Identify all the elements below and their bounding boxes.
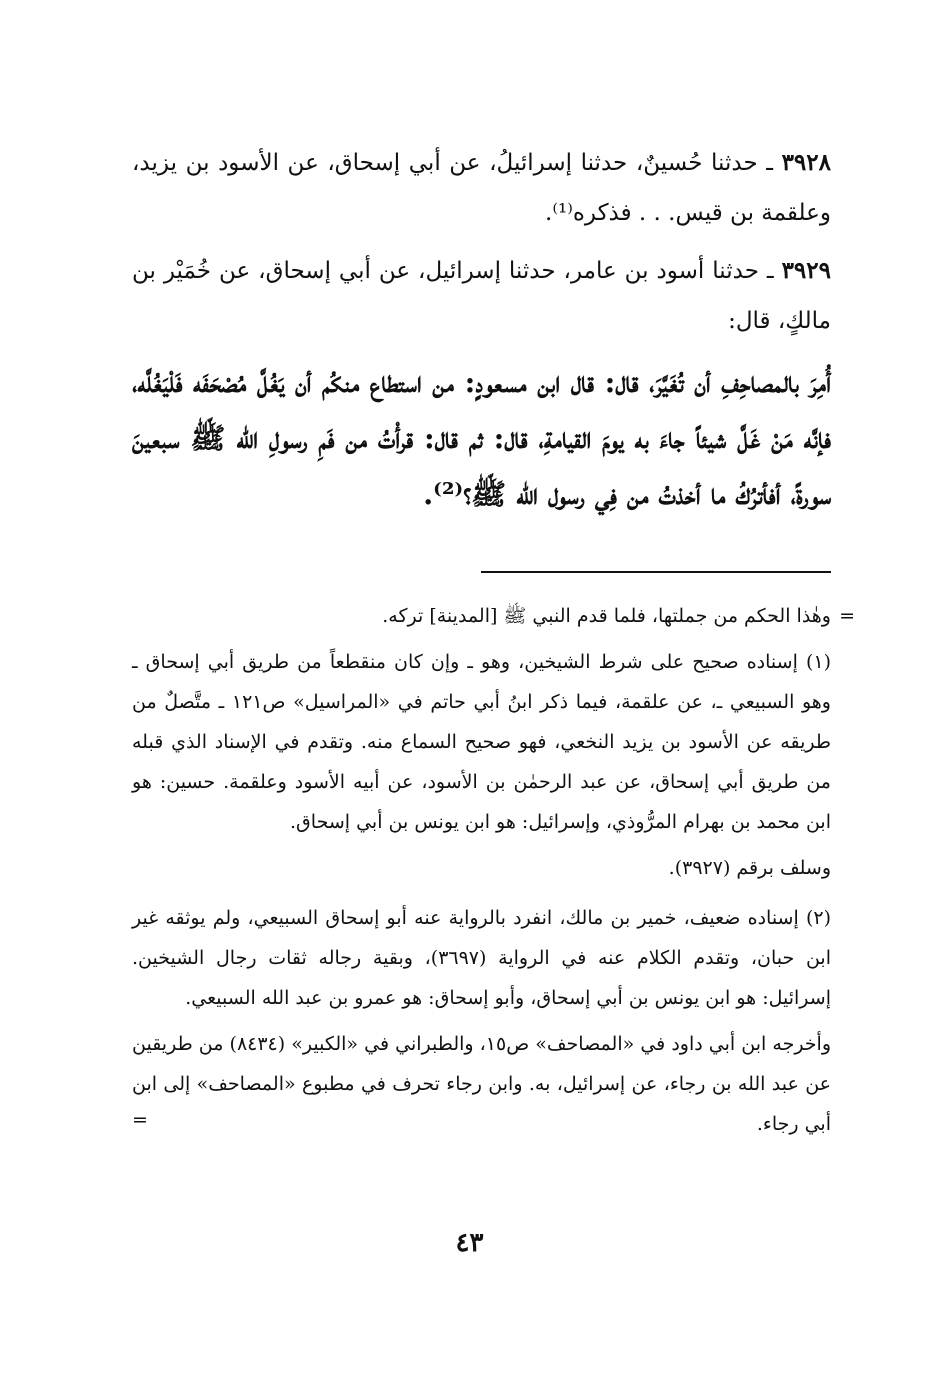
hadith-text: ـ حدثنا حُسينٌ، حدثنا إسرائيلُ، عن أبي إسحاق، عن الأسود بن يزيد، وعلقمة بن قيس. . . فذكره⁽¹⁾. [132, 150, 831, 226]
continuation-mark: = [839, 605, 855, 627]
hadith-matn: أُمِرَ بالمصاحِفِ أن تُغَيَّرَ، قال: قال ابن مسعودٍ: من استطاع منكُم أن يَغُلَّ مُصْحَفَه فَلْيَغُلَّه، فإنَّه مَنْ غَلَّ شيئاً جاءَ به يومَ القيامةِ، قال: ثم قال: قرأْتُ من فَمِ رسولِ الله ﷺ سبعينَ سورةً، أفأترُكُ ما أخذتُ من فِي رسول الله ﷺ؟⁽²⁾. [132, 365, 831, 511]
footnote-1: (١) إسناده صحيح على شرط الشيخين، وهو ـ وإن كان منقطعاً من طريق أبي إسحاق ـ وهو السبيعي ـ، عن علقمة، فيما ذكر ابنُ أبي حاتم في «المراسيل» ص١٢١ ـ متَّصلٌ من طريقه عن الأسود بن يزيد النخعي، فهو صحيح السماع منه. وتقدم في الإسناد الذي قبله من طريق أبي إسحاق، عن عبد الرحمٰن بن الأسود، عن أبيه الأسود وعلقمة. حسين: هو ابن محمد بن بهرام المرُّوذي، وإسرائيل: هو ابن يونس بن أبي إسحاق. [132, 651, 831, 833]
hadith-number: ٣٩٢٨ [781, 149, 831, 176]
hadith-3929 [132, 246, 831, 346]
footnote-2: (٢) إسناده ضعيف، خمير بن مالك، انفرد بالرواية عنه أبو إسحاق السبيعي، ولم يوثقه غير ابن حبان، وتقدم الكلام عنه في الرواية (٣٦٩٧)، وبقية رجاله ثقات رجال الشيخين. إسرائيل: هو ابن يونس بن أبي إسحاق، وأبو إسحاق: هو عمرو بن عبد الله السبيعي. [132, 907, 832, 1009]
hadith-number: ٣٩٢٩ [781, 257, 831, 284]
carryover-text: وهٰذا الحكم من جملتها، فلما قدم النبي ﷺ [المدينة] تركه. [382, 605, 831, 627]
hadith-isnad: ـ حدثنا أسود بن عامر، حدثنا إسرائيل، عن أبي إسحاق، عن خُمَيْر بن مالكٍ، قال: [132, 258, 831, 334]
end-continuation-mark: = [132, 1109, 148, 1131]
page-number: ٤٣ [455, 1228, 484, 1258]
hadith-3928 [132, 138, 831, 238]
footnotes [132, 596, 855, 1150]
footnote-carryover [132, 596, 855, 636]
footnote-2-cont [132, 1024, 831, 1144]
footnote-separator [481, 571, 831, 573]
footnote-2-cont-text: وأخرجه ابن أبي داود في «المصاحف» ص١٥، والطبراني في «الكبير» (٨٤٣٤) من طريقين عن عبد الله بن رجاء، عن إسرائيل، به. وابن رجاء تحرف في مطبوع «المصاحف» إلى ابن أبي رجاء. [132, 1033, 831, 1135]
footnote-1-cont: وسلف برقم (٣٩٢٧). [668, 857, 831, 879]
